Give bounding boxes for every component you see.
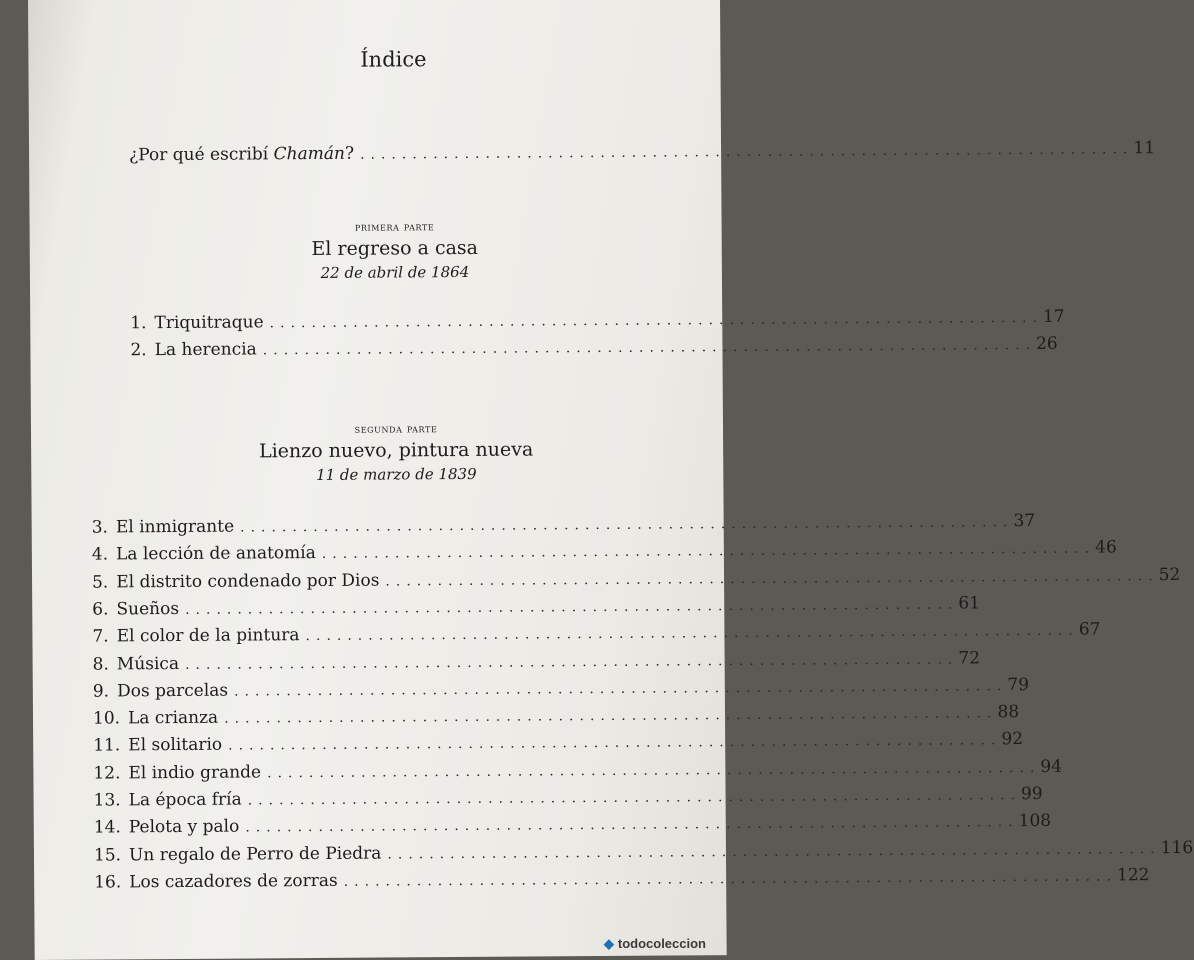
entry-number: 15.	[93, 844, 122, 866]
toc-entry	[92, 619, 1101, 647]
entry-page: 116	[1160, 837, 1194, 858]
entry-page: 79	[1007, 674, 1030, 695]
leader-dots: ..........................................................................	[343, 868, 1118, 890]
part1-header	[30, 217, 760, 284]
entry-page: 92	[1001, 729, 1024, 750]
entry-number: 3.	[91, 517, 108, 538]
leader-dots: ..........................................................................	[228, 732, 1002, 755]
toc-entry	[130, 333, 1058, 361]
entry-title: La época fría	[128, 789, 242, 811]
entry-title: Triquitraque	[154, 312, 264, 334]
intro-entry	[129, 138, 1156, 166]
entry-page: 122	[1116, 865, 1150, 886]
part2-header	[31, 419, 761, 486]
watermark	[604, 936, 706, 952]
entry-page: 52	[1158, 564, 1181, 585]
leader-dots: ..........................................................................	[321, 540, 1096, 563]
toc-entry	[93, 756, 1063, 784]
part2-title: Lienzo nuevo, pintura nueva	[258, 438, 534, 463]
entry-title: El indio grande	[128, 762, 262, 784]
toc-entry	[92, 674, 1030, 702]
toc-entry	[130, 306, 1065, 334]
entry-number: 5.	[91, 572, 109, 593]
entry-title: La lección de anatomía	[116, 543, 316, 565]
leader-dots: ..........................................................................	[387, 840, 1161, 863]
entry-title: Pelota y palo	[128, 816, 240, 838]
watermark-text: todocoleccion	[617, 936, 706, 951]
entry-title: Un regalo de Perro de Piedra	[128, 843, 382, 865]
entry-number: 7.	[92, 626, 109, 647]
part2-date: 11 de marzo de 1839	[315, 464, 477, 485]
entry-page: 46	[1095, 537, 1117, 558]
entry-number: 9.	[92, 681, 110, 702]
entry-title: Los cazadores de zorras	[129, 870, 338, 893]
entry-page: 67	[1078, 619, 1101, 640]
leader-dots: ..........................................................................	[262, 336, 1037, 359]
entry-number: 1.	[130, 313, 147, 334]
leader-dots: ..........................................................................	[267, 759, 1041, 782]
toc-entry	[92, 647, 981, 675]
entry-number: 16.	[94, 872, 122, 893]
toc-entry	[92, 593, 981, 620]
book-page	[28, 0, 1194, 960]
entry-number: 2.	[130, 340, 147, 361]
leader-dots: ..........................................................................	[224, 705, 998, 727]
leader-dots: ..........................................................................	[234, 677, 1008, 700]
entry-page: 99	[1020, 783, 1043, 805]
leader-dots: ..........................................................................	[185, 596, 959, 618]
toc-entry	[93, 729, 1024, 756]
entry-number: 6.	[92, 599, 109, 620]
toc-entry	[91, 537, 1117, 565]
toc-entry	[93, 783, 1043, 811]
intro-page: 11	[1133, 138, 1156, 159]
entry-title: El color de la pintura	[116, 625, 300, 647]
entry-page: 108	[1018, 811, 1052, 832]
entry-page: 72	[958, 647, 981, 669]
entry-number: 4.	[91, 544, 109, 565]
leader-dots: ..........................................................................	[359, 141, 1134, 163]
part1-title: El regreso a casa	[311, 236, 479, 261]
toc-entry	[91, 564, 1181, 593]
toc-entry	[92, 702, 1020, 729]
index-heading: Índice	[360, 47, 427, 72]
leader-dots: ..........................................................................	[385, 567, 1159, 590]
leader-dots: ..........................................................................	[240, 514, 1014, 536]
part1-kicker: primera parte	[354, 219, 435, 234]
entry-title: La herencia	[154, 339, 257, 361]
toc-entry	[93, 811, 1052, 838]
part1-date: 22 de abril de 1864	[320, 262, 470, 282]
entry-number: 12.	[93, 763, 121, 784]
entry-title: Dos parcelas	[116, 680, 229, 702]
entry-number: 10.	[92, 708, 121, 729]
leader-dots: ..........................................................................	[185, 651, 959, 673]
entry-number: 13.	[93, 790, 121, 811]
leader-dots: ..........................................................................	[245, 814, 1019, 836]
entry-number: 14.	[93, 817, 121, 838]
entry-title: El solitario	[128, 735, 223, 756]
entry-page: 88	[997, 702, 1020, 723]
leader-dots: ..........................................................................	[305, 622, 1079, 645]
entry-title: El inmigrante	[115, 516, 235, 538]
entry-page: 26	[1035, 333, 1058, 354]
entry-page: 61	[958, 593, 981, 614]
entry-page: 17	[1042, 306, 1065, 327]
entry-title: El distrito condenado por Dios	[116, 570, 380, 592]
watermark-logo-icon: ◆	[603, 936, 614, 951]
entry-title: Música	[116, 653, 180, 674]
toc-entry	[91, 510, 1036, 538]
entry-page: 94	[1040, 756, 1063, 777]
entry-number: 11.	[93, 735, 121, 756]
toc-entry	[93, 837, 1194, 866]
part2-kicker: segunda parte	[354, 421, 438, 436]
entry-page: 37	[1013, 510, 1036, 532]
leader-dots: ..........................................................................	[269, 309, 1044, 332]
entry-title: La crianza	[127, 707, 219, 729]
leader-dots: ..........................................................................	[247, 787, 1022, 809]
entry-title: Sueños	[116, 598, 180, 620]
toc-entry	[94, 865, 1150, 893]
intro-label: ¿Por qué escribí Chamán?	[129, 143, 355, 166]
entry-number: 8.	[92, 653, 109, 675]
